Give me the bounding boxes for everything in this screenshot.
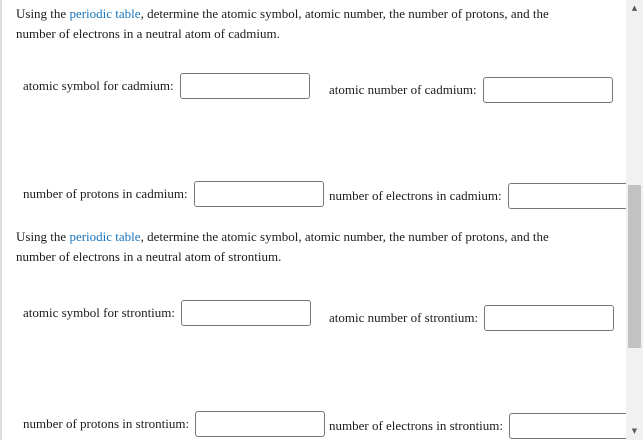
electrons-strontium-label: number of electrons in strontium: xyxy=(329,418,504,433)
scrollbar-thumb[interactable] xyxy=(628,185,641,348)
electrons-strontium-input[interactable] xyxy=(509,413,639,439)
up-arrow-icon: ▲ xyxy=(631,4,638,12)
electrons-cadmium-label: number of electrons in cadmium: xyxy=(329,188,502,203)
field-pair xyxy=(23,411,325,437)
field-pair xyxy=(329,183,638,209)
scroll-down-button[interactable] xyxy=(626,423,643,440)
atomic-symbol-cadmium-input[interactable] xyxy=(180,73,310,99)
electrons-cadmium-input[interactable] xyxy=(508,183,638,209)
protons-cadmium-label: number of protons in cadmium: xyxy=(23,186,188,201)
instruction-prefix: Using the xyxy=(16,6,70,21)
atomic-number-cadmium-input[interactable] xyxy=(483,77,613,103)
atomic-number-cadmium-label: atomic number of cadmium: xyxy=(329,82,477,97)
atomic-symbol-cadmium-label: atomic symbol for cadmium: xyxy=(23,78,174,93)
periodic-table-link[interactable]: periodic table xyxy=(69,229,141,244)
protons-cadmium-input[interactable] xyxy=(194,181,324,207)
strontium-instructions xyxy=(16,227,583,267)
field-pair xyxy=(329,77,613,103)
down-arrow-icon: ▼ xyxy=(631,427,638,435)
protons-strontium-label: number of protons in strontium: xyxy=(23,416,190,431)
instruction-prefix: Using the xyxy=(16,229,70,244)
instruction-suffix: , determine the atomic symbol, atomic number, the number of protons, and the number of electrons in a neutral atom of strontium. xyxy=(16,229,549,264)
field-pair xyxy=(23,73,310,99)
protons-strontium-input[interactable] xyxy=(195,411,325,437)
field-pair xyxy=(23,300,311,326)
instruction-suffix: , determine the atomic symbol, atomic number, the number of protons, and the number of electrons in a neutral atom of cadmium. xyxy=(16,6,549,41)
atomic-number-strontium-input[interactable] xyxy=(484,305,614,331)
cadmium-instructions xyxy=(16,4,583,44)
field-pair xyxy=(329,413,639,439)
atomic-symbol-strontium-label: atomic symbol for strontium: xyxy=(23,305,176,320)
atomic-number-strontium-label: atomic number of strontium: xyxy=(329,310,479,325)
field-pair xyxy=(23,181,324,207)
atomic-symbol-strontium-input[interactable] xyxy=(181,300,311,326)
periodic-table-link[interactable]: periodic table xyxy=(69,6,141,21)
field-pair xyxy=(329,305,614,331)
vertical-scrollbar[interactable] xyxy=(626,0,643,440)
scroll-up-button[interactable] xyxy=(626,0,643,17)
